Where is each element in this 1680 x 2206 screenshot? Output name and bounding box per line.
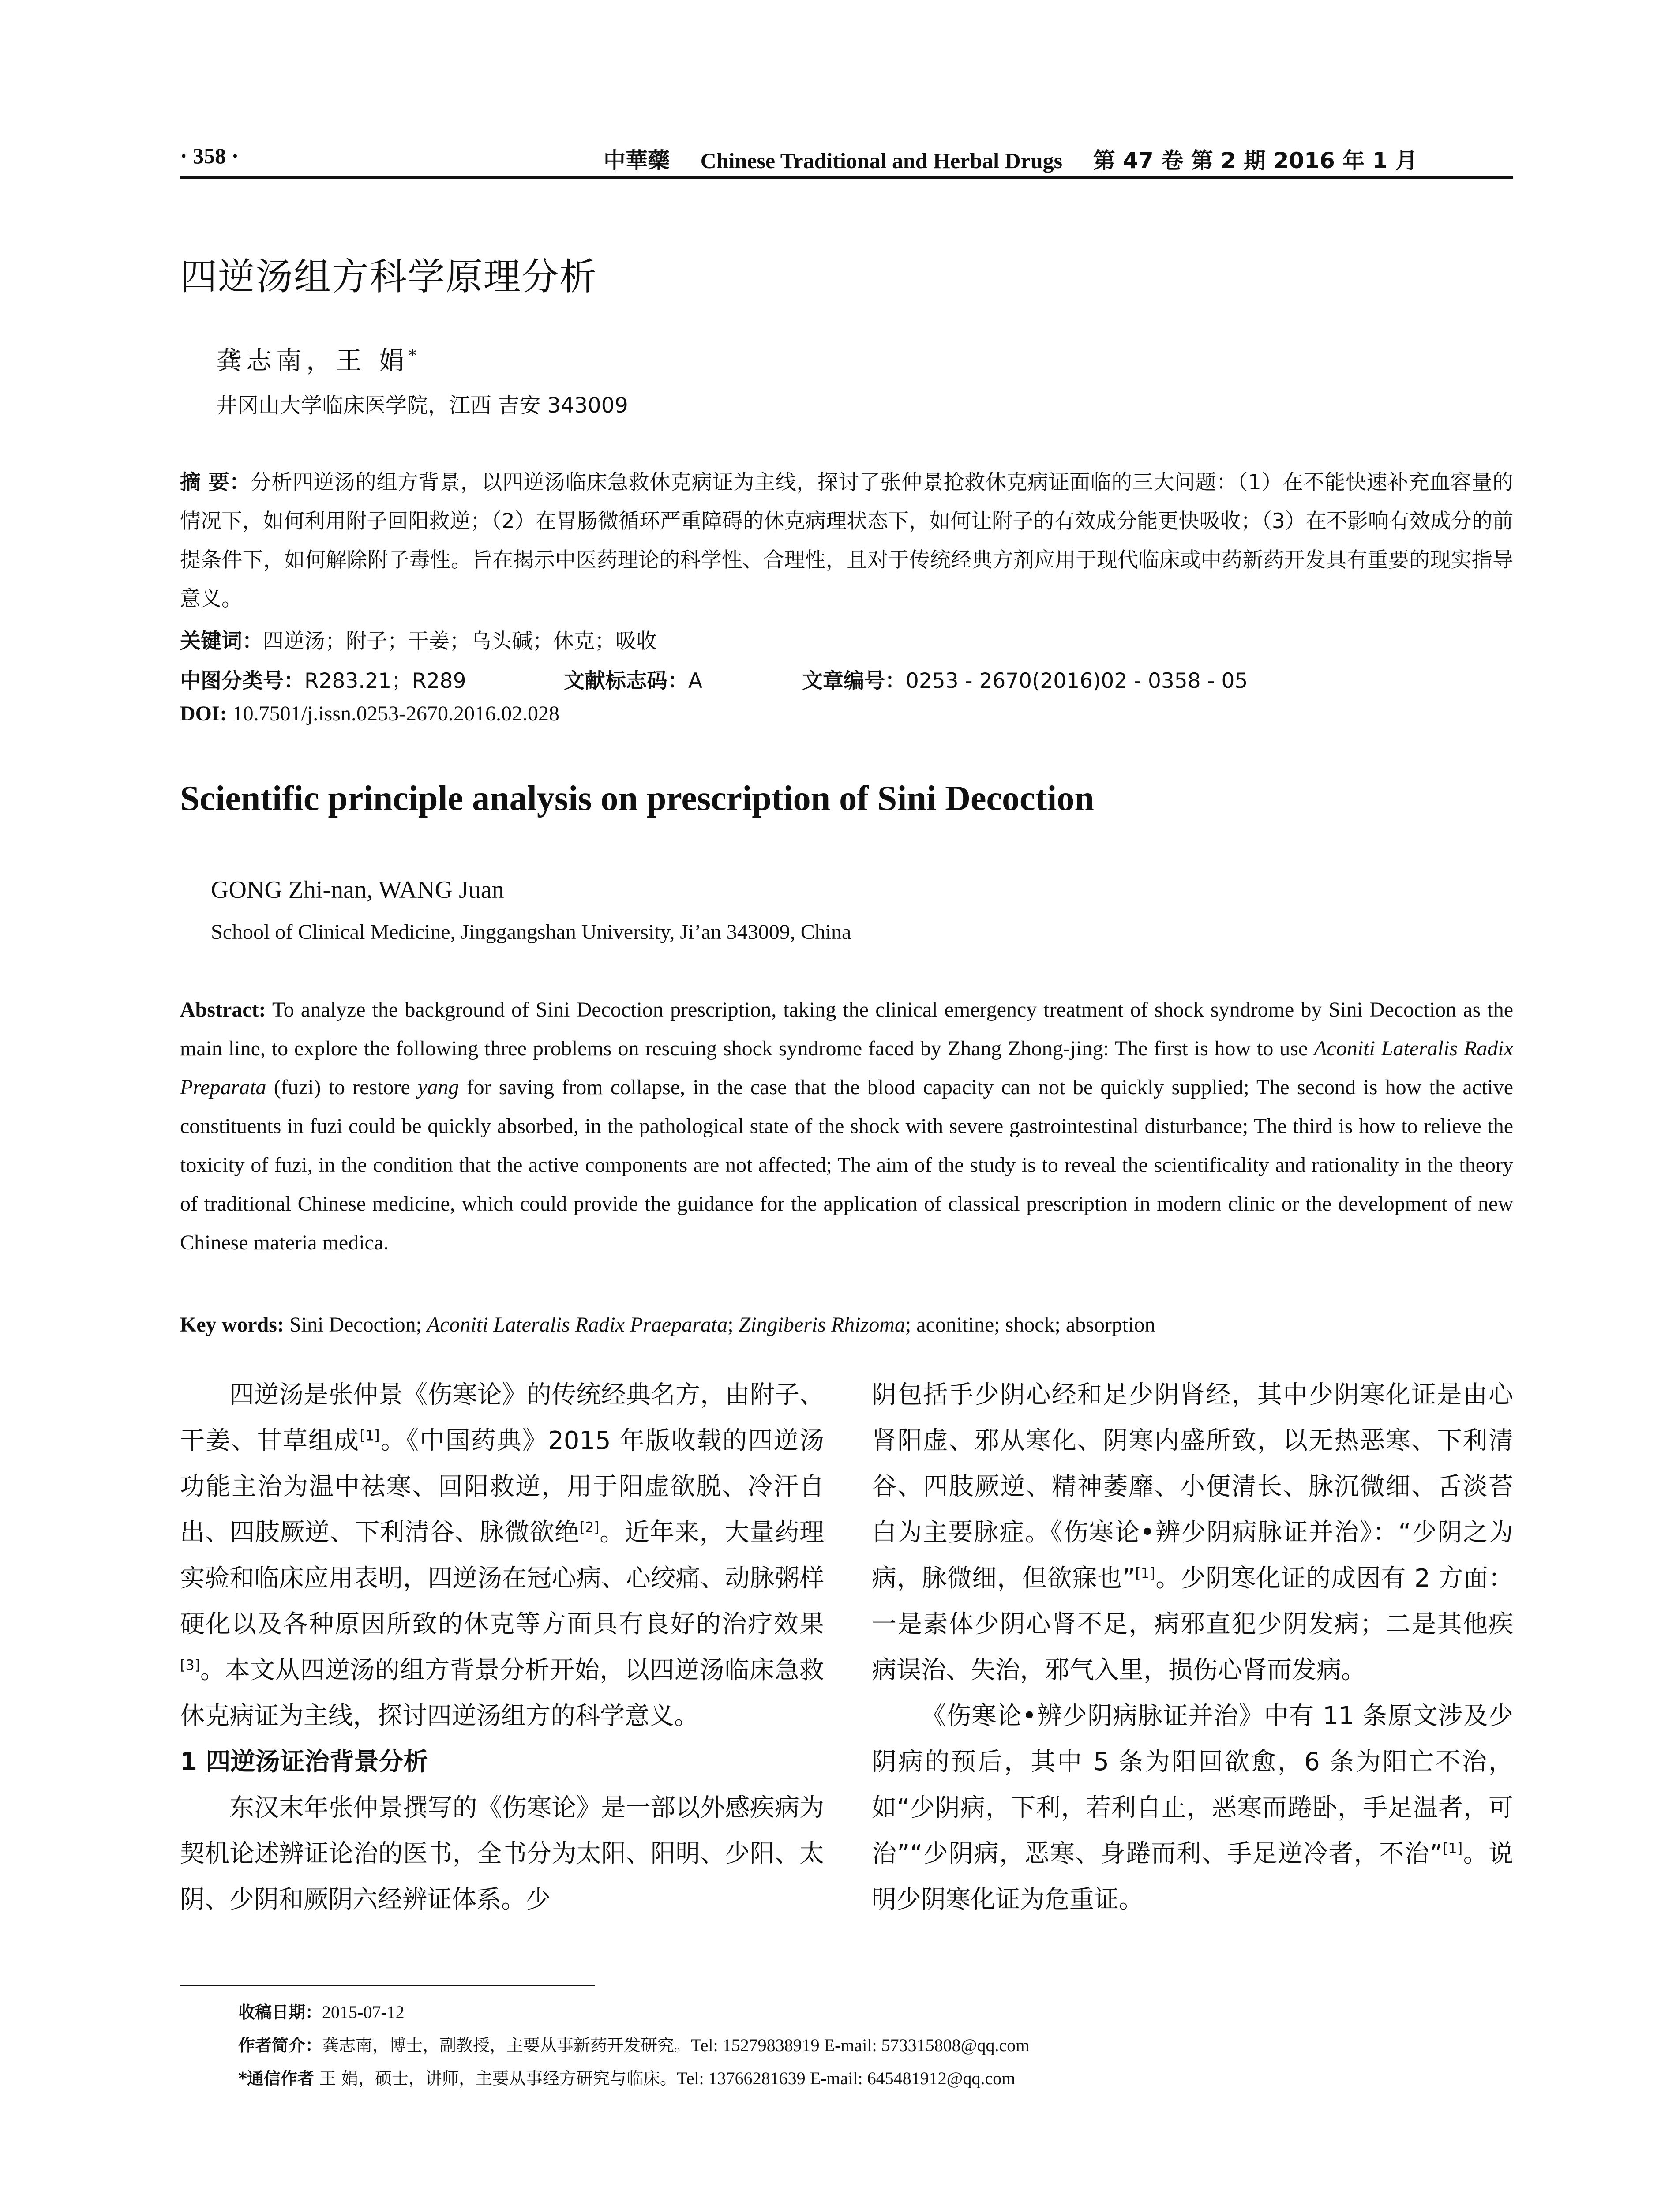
abstract-en-text: To analyze the background of Sini Decoction prescription, taking the clinical emergency treatment of shock syndrome by Sini Decoction as the main line, to explore the following three problems on rescuing shock syndrome faced by Zhang Zhong-jing: The first is how to use [180,998,1513,1060]
body-text: 阴包括手少阴心经和足少阴肾经，其中少阴寒化证是由心肾阳虚、邪从寒化、阴寒内盛所致，以无热恶寒、下利清谷、四肢厥逆、精神萎靡、小便清长、脉沉微细、舌淡苔白为主要脉症。《伤寒论•辨少阴病脉证并治》：“少阴之为病，脉微细，但欲寐也” [872,1381,1513,1593]
body-column-left [180,1372,824,1923]
body-text: 四逆汤是张仲景《伤寒论》的传统经典名方，由附子、干姜、甘草组成 [180,1381,824,1455]
abstract-en-text: (fuzi) to restore [266,1076,418,1099]
body-text: 。近年来，大量药理实验和临床应用表明，四逆汤在冠心病、心绞痛、动脉粥样硬化以及各种原因所致的休克等方面具有良好的治疗效果 [180,1518,825,1639]
body-text: 。少阴寒化证的成因有 2 方面：一是素体少阴心肾不足，病邪直犯少阴发病；二是其他疾病误治、失治，邪气入里，损伤心肾而发病。 [872,1564,1513,1685]
abstract-cn-label: 摘 要： [180,470,251,495]
header-rule [180,176,1513,179]
doi-value[interactable]: 10.7501/j.issn.0253-2670.2016.02.028 [232,702,560,725]
abstract-cn [180,463,1513,619]
footnote-author [238,2032,1029,2056]
corresponding-author-mark: * [409,346,416,364]
keywords-en-label: Key words: [180,1313,284,1336]
title-en: Scientific principle analysis on prescription of Sini Decoction [180,779,1094,818]
keywords-en [180,1313,1513,1337]
citation-ref[interactable]: [1] [360,1427,380,1444]
abstract-en-term: yang [418,1076,459,1099]
abstract-en-text: for saving from collapse, in the case that the blood capacity can not be quickly supplied; The second is how the active constituents in fuzi could be quickly absorbed, in the pathological state of the shock with severe gastrointestinal disturbance; The third is how to relieve the toxicity of fuzi, in the condition that the active components are not affected; The aim of the study is to reveal the scientificality and rationality in the theory of traditional Chinese medicine, which could provide the guidance for the application of classical prescription in modern clinic or the development of new Chinese materia medica. [180,1076,1513,1254]
body-paragraph [872,1693,1513,1923]
article-id-label: 文章编号： [802,669,906,693]
citation-ref[interactable]: [1] [1442,1840,1463,1857]
footnote-rule [180,1985,595,1986]
citation-ref[interactable]: [2] [579,1519,600,1536]
affiliation-cn: 井冈山大学临床医学院，江西 吉安 343009 [216,393,628,418]
clc-label: 中图分类号： [180,669,304,693]
corresponding-contact: Tel: 13766281639 E-mail: 645481912@qq.com [677,2068,1016,2088]
keyword-separator: ; [728,1313,739,1336]
keyword-text: ; aconitine; shock; absorption [905,1313,1155,1336]
citation-ref[interactable]: [3] [180,1656,200,1673]
affiliation-en: School of Clinical Medicine, Jinggangshan University, Ji’an 343009, China [211,920,851,944]
keywords-cn [180,622,1513,661]
body-paragraph: 东汉末年张仲景撰写的《伤寒论》是一部以外感疾病为契机论述辨证论治的医书，全书分为太阳、阳明、少阳、太阴、少阴和厥阴六经辨证体系。少 [180,1793,824,1914]
journal-name-en: Chinese Traditional and Herbal Drugs [700,148,1063,173]
footnote-label: 收稿日期： [238,2003,322,2022]
footnote-label: 作者简介： [238,2036,322,2055]
document-code-label: 文献标志码： [564,669,688,693]
article-id-value: 0253 - 2670(2016)02 - 0358 - 05 [906,669,1248,693]
abstract-en-latin-name: Aconiti Lateralis Radix Preparata [180,1037,1513,1099]
abstract-cn-text: 分析四逆汤的组方背景，以四逆汤临床急救休克病证为主线，探讨了张仲景抢救休克病证面临的三大问题：（1）在不能快速补充血容量的情况下，如何利用附子回阳救逆；（2）在胃肠微循环严重障碍的休克病理状态下，如何让附子的有效成分能更快吸收；（3）在不影响有效成分的前提条件下，如何解除附子毒性。旨在揭示中医药理论的科学性、合理性，且对于传统经典方剂应用于现代临床或中药新药开发具有重要的现实指导意义。 [180,470,1513,611]
received-date: 2015-07-12 [322,2002,405,2022]
doi [180,702,559,726]
author-contact: Tel: 15279838919 E-mail: 573315808@qq.com [691,2035,1030,2055]
clc-value: R283.21；R289 [304,669,466,693]
title-cn: 四逆汤组方科学原理分析 [180,255,598,298]
journal-name [604,143,1418,175]
body-text: 。本文从四逆汤的组方背景分析开始，以四逆汤临床急救休克病证为主线，探讨四逆汤组方的科学意义。 [180,1656,824,1730]
body-text: 。说明少阴寒化证为危重证。 [872,1839,1513,1914]
page-number: · 358 · [180,143,239,168]
body-text: 《伤寒论•辨少阴病脉证并治》中有 11 条原文涉及少阴病的预后，其中 5 条为阳回欲愈，6 条为阳亡不治，如“少阴病，下利，若利自止，恶寒而踡卧，手足温者，可治”“少阴病，恶寒、身踡而利、手足逆冷者，不治” [872,1702,1513,1868]
body-column-right [872,1372,1513,1923]
body-paragraph [180,1372,824,1739]
keyword-latin: Zingiberis Rhizoma [739,1313,905,1336]
footnote-received [238,1999,405,2023]
footnote-corresponding [238,2065,1015,2089]
document-code [564,662,702,701]
classification-line [180,662,1513,701]
body-paragraph [872,1372,1513,1693]
abstract-en [180,990,1513,1262]
article-id [802,662,1248,701]
corresponding-bio: 王 娟，硕士，讲师，主要从事经方研究与临床。 [314,2069,677,2088]
body-text: 。《中国药典》2015 年版收载的四逆汤功能主治为温中祛寒、回阳救逆，用于阳虚欲脱、冷汗自出、四肢厥逆、下利清谷、脉微欲绝 [180,1426,824,1547]
keyword-latin: Aconiti Lateralis Radix Praeparata [427,1313,728,1336]
document-code-value: A [688,669,703,693]
abstract-en-label: Abstract: [180,998,266,1021]
doi-label: DOI: [180,702,227,725]
journal-issue: 第 47 卷 第 2 期 2016 年 1 月 [1093,148,1418,173]
authors-cn-names: 龚志南，王 娟 [216,345,409,375]
journal-name-cn: 中華藥 [604,148,670,173]
footnote-label: *通信作者 [238,2069,314,2088]
running-header [180,140,1513,176]
keywords-cn-text: 四逆汤；附子；干姜；乌头碱；休克；吸收 [263,629,657,653]
section-heading: 1 四逆汤证治背景分析 [180,1748,428,1776]
keyword-text: Sini Decoction; [284,1313,427,1336]
author-bio: 龚志南，博士，副教授，主要从事新药开发研究。 [322,2036,691,2055]
authors-cn [216,340,416,377]
citation-ref[interactable]: [1] [1135,1564,1155,1582]
clc-number [180,669,466,693]
authors-en: GONG Zhi-nan, WANG Juan [211,876,504,904]
keywords-cn-label: 关键词： [180,629,263,653]
